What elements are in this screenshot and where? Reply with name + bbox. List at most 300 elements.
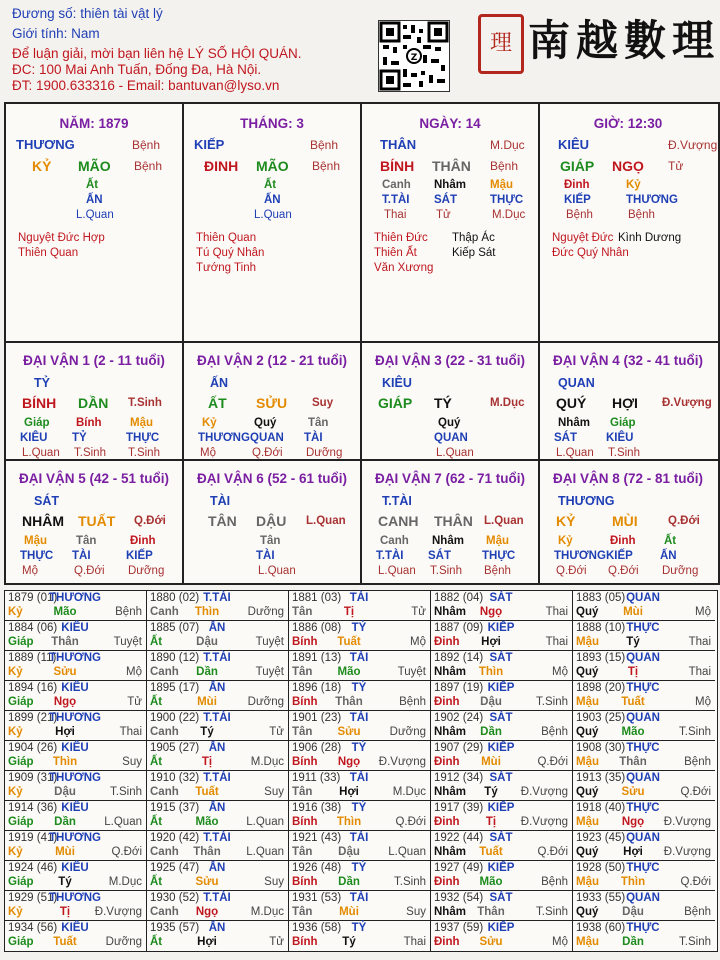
year-cell[interactable] (147, 741, 289, 771)
dai-van-chi: TÝ (434, 395, 452, 411)
year-cell[interactable] (431, 711, 573, 741)
year-cell[interactable] (289, 591, 431, 621)
year-god: T.TÀI (203, 652, 231, 664)
year-can: Bính (292, 876, 318, 888)
year-label: 1936 (58) (292, 922, 342, 934)
hidden-state: L.Quan (556, 447, 594, 459)
year-chi: Mão (53, 606, 77, 618)
year-cell[interactable] (289, 771, 431, 801)
hidden-can: Giáp (610, 417, 636, 429)
year-state: Tuyệt (397, 666, 426, 678)
pillar-can: BÍNH (380, 158, 415, 174)
year-cell[interactable] (573, 651, 715, 681)
dai-van-god: ẤN (210, 376, 229, 390)
year-cell[interactable] (147, 801, 289, 831)
dai-van-state: Q.Đới (668, 515, 700, 527)
year-cell[interactable] (431, 921, 573, 951)
year-state: Mộ (552, 666, 568, 678)
year-chi: Mùi (339, 906, 359, 918)
year-can: Ất (150, 936, 163, 948)
year-god: ẤN (208, 922, 226, 934)
year-label: 1892 (14) (434, 652, 484, 664)
dai-van-state: L.Quan (306, 515, 346, 527)
year-cell[interactable] (431, 801, 573, 831)
star: Văn Xương (374, 262, 434, 274)
hidden-can: Mậu (490, 179, 513, 191)
year-chi: Mùi (623, 606, 643, 618)
year-chi: Ngọ (479, 606, 503, 618)
year-cell[interactable] (147, 711, 289, 741)
year-chi: Mão (195, 816, 219, 828)
dai-van-chi: DẦN (78, 395, 109, 411)
hidden-state: L.Quan (254, 209, 292, 221)
year-cell[interactable] (147, 621, 289, 651)
year-can: Đinh (434, 936, 460, 948)
year-state: Đ.Vượng (94, 906, 142, 918)
hidden-can: Nhâm (434, 179, 466, 191)
year-cell[interactable] (5, 861, 147, 891)
year-state: Đ.Vượng (663, 816, 711, 828)
dai-van-title: ĐẠI VẬN 1 (2 - 11 tuổi) (23, 353, 165, 368)
year-cell[interactable] (289, 651, 431, 681)
year-can: Nhâm (434, 846, 466, 858)
red-seal-icon: 理 (478, 14, 524, 74)
year-cell[interactable] (431, 741, 573, 771)
year-state: Thai (688, 636, 711, 648)
year-cell[interactable] (289, 831, 431, 861)
hidden-state: L.Quan (378, 565, 416, 577)
year-label: 1930 (52) (150, 892, 200, 904)
year-god: THỰC (626, 862, 660, 874)
year-state: Tử (411, 606, 426, 618)
pillar-4 (540, 104, 716, 341)
pillar-chi: THÂN (432, 158, 471, 174)
year-cell[interactable] (431, 861, 573, 891)
year-label: 1886 (08) (292, 622, 342, 634)
year-god: SÁT (489, 772, 513, 784)
year-cell[interactable] (573, 921, 715, 951)
year-can: Quý (576, 666, 599, 678)
year-label: 1926 (48) (292, 862, 342, 874)
phone-email[interactable]: ĐT: 1900.633316 - Email: bantuvan@lyso.vn (12, 78, 280, 93)
year-god: QUAN (626, 892, 660, 904)
year-label: 1894 (16) (8, 682, 58, 694)
year-chi: Thân (619, 756, 647, 768)
pillar-chi-state: Bệnh (134, 159, 163, 173)
hidden-god: KIẾP (564, 194, 591, 206)
dai-van-state: Suy (312, 397, 334, 409)
year-label: 1920 (42) (150, 832, 200, 844)
address: ĐC: 100 Mai Anh Tuấn, Đống Đa, Hà Nội. (12, 62, 262, 77)
year-cell[interactable] (573, 591, 715, 621)
year-cell[interactable] (5, 711, 147, 741)
year-cell[interactable] (431, 681, 573, 711)
year-can: Quý (576, 726, 599, 738)
hidden-state: Q.Đới (74, 565, 105, 577)
year-label: 1901 (23) (292, 712, 342, 724)
year-state: Đ.Vượng (378, 756, 426, 768)
year-cell[interactable] (289, 861, 431, 891)
star: Thiên Ất (374, 247, 417, 259)
year-cell[interactable] (431, 591, 573, 621)
year-chi: Dậu (54, 786, 76, 798)
star: Kiếp Sát (452, 247, 496, 259)
year-label: 1897 (19) (434, 682, 484, 694)
year-label: 1922 (44) (434, 832, 484, 844)
year-cell[interactable] (431, 891, 573, 921)
year-state: T.Sinh (110, 786, 142, 798)
year-cell[interactable] (5, 921, 147, 951)
hidden-god: TÀI (72, 550, 91, 562)
year-cell[interactable] (289, 921, 431, 951)
year-can: Ất (150, 696, 163, 708)
year-label: 1915 (37) (150, 802, 200, 814)
year-chi: Dậu (622, 906, 644, 918)
year-can: Ất (150, 876, 163, 888)
pillar-1 (6, 104, 182, 341)
year-can: Canh (150, 726, 179, 738)
year-cell[interactable] (289, 891, 431, 921)
year-chi: Tý (58, 876, 72, 888)
year-label: 1928 (50) (576, 862, 626, 874)
year-chi: Dậu (338, 846, 360, 858)
year-label: 1924 (46) (8, 862, 58, 874)
year-chi: Sửu (479, 936, 503, 948)
year-label: 1937 (59) (434, 922, 484, 934)
pillar-title: GIỜ: 12:30 (593, 116, 663, 131)
gender-line (12, 26, 100, 41)
pillar-god-state: Đ.Vượng (668, 138, 718, 152)
hidden-can: Canh (380, 535, 409, 547)
year-chi: Tý (484, 786, 498, 798)
pillar-chi-state: Bệnh (312, 159, 341, 173)
year-cell[interactable] (431, 621, 573, 651)
year-can: Tân (292, 606, 313, 618)
year-can: Kỷ (8, 666, 23, 678)
year-state: Dưỡng (247, 696, 284, 708)
year-cell[interactable] (573, 861, 715, 891)
year-god: SÁT (489, 832, 513, 844)
year-label: 1909 (31) (8, 772, 58, 784)
year-can: Bính (292, 636, 318, 648)
year-can: Giáp (8, 696, 34, 708)
hidden-god: SÁT (428, 550, 451, 562)
dai-van-god: THƯƠNG (558, 494, 615, 508)
year-state: Bệnh (541, 726, 568, 738)
year-cell[interactable] (431, 831, 573, 861)
four-pillars-grid (4, 102, 720, 585)
year-can: Quý (576, 906, 599, 918)
dai-van-chi: THÂN (434, 513, 473, 529)
year-state: Đ.Vượng (520, 786, 568, 798)
year-god: TÀI (349, 592, 369, 604)
year-chi: Mùi (481, 756, 501, 768)
year-chi: Mão (621, 726, 645, 738)
year-label: 1908 (30) (576, 742, 626, 754)
star: Tú Quý Nhân (196, 247, 265, 259)
year-cell[interactable] (147, 651, 289, 681)
year-can: Quý (576, 606, 599, 618)
year-god: KIÊU (61, 682, 89, 694)
year-can: Đinh (434, 756, 460, 768)
year-state: Tuyệt (255, 666, 284, 678)
year-cell[interactable] (147, 861, 289, 891)
year-label: 1912 (34) (434, 772, 484, 784)
year-label: 1907 (29) (434, 742, 484, 754)
dai-van-title: ĐẠI VẬN 7 (62 - 71 tuổi) (374, 471, 526, 486)
year-chi: Hợi (623, 846, 643, 858)
hidden-can: Mậu (24, 535, 47, 547)
year-label: 1904 (26) (8, 742, 58, 754)
year-can: Mậu (576, 636, 599, 648)
year-can: Quý (576, 846, 599, 858)
year-god: T.TÀI (203, 772, 231, 784)
year-state: Tử (269, 726, 284, 738)
year-can: Tân (292, 906, 313, 918)
hidden-god: T.TÀI (382, 194, 410, 206)
hidden-state: Thai (384, 209, 407, 221)
hidden-state: T.Sinh (608, 447, 640, 459)
hidden-god: SÁT (554, 432, 577, 444)
year-cell[interactable] (289, 801, 431, 831)
year-god: TỶ (351, 922, 367, 934)
year-god: TÀI (349, 832, 369, 844)
subject-label: Đương số: (12, 6, 77, 21)
year-chi: Tý (342, 936, 356, 948)
year-label: 1934 (56) (8, 922, 58, 934)
year-god: QUAN (626, 832, 660, 844)
dai-van-8 (540, 461, 716, 577)
year-cell[interactable] (147, 831, 289, 861)
hidden-state: Bệnh (628, 209, 655, 221)
year-god: TÀI (349, 892, 369, 904)
hidden-god: ẤN (86, 194, 103, 206)
year-chi: Sửu (621, 786, 645, 798)
year-cell[interactable] (573, 801, 715, 831)
year-label: 1933 (55) (576, 892, 626, 904)
hidden-state: L.Quan (258, 565, 296, 577)
year-can: Nhâm (434, 786, 466, 798)
year-cell[interactable] (5, 591, 147, 621)
year-chi: Thìn (620, 876, 646, 888)
year-cell[interactable] (5, 651, 147, 681)
star: Nguyệt Đức (552, 232, 614, 244)
year-god: THỰC (626, 922, 660, 934)
year-state: Đ.Vượng (663, 846, 711, 858)
hidden-can: Mậu (486, 535, 509, 547)
year-state: Mộ (695, 696, 711, 708)
year-can: Tân (292, 726, 313, 738)
year-chi: Dậu (196, 636, 218, 648)
year-cell[interactable] (5, 621, 147, 651)
year-chi: Hợi (55, 726, 75, 738)
year-god: QUAN (626, 772, 660, 784)
year-label: 1921 (43) (292, 832, 342, 844)
year-state: Suy (264, 876, 284, 888)
dai-van-god: QUAN (558, 376, 595, 390)
year-state: Q.Đới (537, 846, 568, 858)
year-label: 1913 (35) (576, 772, 626, 784)
dai-van-can: NHÂM (22, 513, 64, 529)
year-cell[interactable] (573, 891, 715, 921)
year-can: Mậu (576, 936, 599, 948)
year-cell[interactable] (5, 891, 147, 921)
year-cell[interactable] (573, 621, 715, 651)
logo: 南越數理 (528, 16, 720, 65)
year-cell[interactable] (147, 921, 289, 951)
year-chi: Thìn (194, 606, 220, 618)
year-god: THƯƠNG (49, 712, 101, 724)
year-state: Q.Đới (680, 876, 711, 888)
pillar-chi: MÃO (256, 158, 289, 174)
year-cell[interactable] (289, 621, 431, 651)
year-cell[interactable] (573, 831, 715, 861)
dai-van-title: ĐẠI VẬN 8 (72 - 81 tuổi) (552, 471, 704, 486)
year-can: Tân (292, 846, 313, 858)
hidden-god: KIÊU (606, 432, 634, 444)
year-cell[interactable] (147, 771, 289, 801)
year-chi: Tị (201, 756, 213, 768)
hidden-can: Ất (664, 535, 677, 547)
year-chi: Mùi (197, 696, 217, 708)
year-state: Suy (122, 756, 142, 768)
dai-van-5 (6, 461, 182, 577)
year-cell[interactable] (5, 741, 147, 771)
hidden-state: Bệnh (484, 565, 511, 577)
year-cell[interactable] (431, 771, 573, 801)
hidden-can: Quý (254, 417, 277, 429)
year-cell[interactable] (573, 771, 715, 801)
year-label: 1896 (18) (292, 682, 342, 694)
year-chi: Tuất (621, 696, 645, 708)
subject-line (12, 6, 163, 21)
year-cell[interactable] (147, 891, 289, 921)
year-chi: Ngọ (621, 816, 645, 828)
year-god: TỶ (351, 622, 367, 634)
hidden-god: THỰC (20, 550, 54, 562)
year-god: ẤN (208, 862, 226, 874)
pillar-god: KIÊU (558, 137, 590, 152)
year-state: Q.Đới (111, 846, 142, 858)
year-label: 1884 (06) (8, 622, 58, 634)
year-cell[interactable] (289, 711, 431, 741)
hidden-state: T.Sinh (430, 565, 462, 577)
dai-van-title: ĐẠI VẬN 2 (12 - 21 tuổi) (196, 353, 348, 368)
year-label: 1919 (41) (8, 832, 58, 844)
year-state: T.Sinh (394, 876, 426, 888)
year-god: SÁT (489, 712, 513, 724)
year-god: THƯƠNG (49, 652, 101, 664)
year-state: T.Sinh (679, 936, 711, 948)
qr-code-icon[interactable] (378, 20, 450, 92)
star: Thập Ác (452, 232, 495, 244)
year-cell[interactable] (5, 681, 147, 711)
year-god: KIẾP (487, 682, 515, 694)
year-label: 1925 (47) (150, 862, 200, 874)
year-can: Mậu (576, 696, 599, 708)
dai-van-can: KỶ (556, 513, 576, 529)
year-state: Dưỡng (105, 936, 142, 948)
year-label: 1893 (15) (576, 652, 626, 664)
pillar-can: KỶ (32, 158, 52, 174)
year-cell[interactable] (431, 651, 573, 681)
year-label: 1891 (13) (292, 652, 342, 664)
year-god: TỶ (351, 802, 367, 814)
year-label: 1895 (17) (150, 682, 200, 694)
year-cell[interactable] (5, 771, 147, 801)
year-god: THƯƠNG (49, 832, 101, 844)
dai-van-can: ẤT (208, 395, 227, 411)
year-label: 1887 (09) (434, 622, 484, 634)
year-chi: Tuất (53, 936, 77, 948)
hidden-god: SÁT (434, 194, 457, 206)
year-cell[interactable] (147, 591, 289, 621)
star: Nguyệt Đức Hợp (18, 232, 105, 244)
year-cell[interactable] (573, 741, 715, 771)
year-state: Tuyệt (255, 636, 284, 648)
year-can: Bính (292, 756, 318, 768)
year-god: SÁT (489, 892, 513, 904)
hidden-state: Dưỡng (306, 447, 343, 459)
year-can: Nhâm (434, 666, 466, 678)
year-god: KIẾP (487, 862, 515, 874)
year-god: SÁT (489, 592, 513, 604)
hidden-god: KIẾP (606, 550, 633, 562)
pillar-god: THÂN (380, 137, 417, 152)
year-cell[interactable] (289, 741, 431, 771)
year-god: KIÊU (61, 922, 89, 934)
year-state: Bệnh (399, 696, 426, 708)
hidden-can: Đinh (564, 179, 590, 191)
year-god: THỰC (626, 682, 660, 694)
year-god: KIẾP (487, 922, 515, 934)
hidden-can: Kỷ (626, 179, 641, 191)
year-god: QUAN (626, 712, 660, 724)
year-god: KIÊU (61, 862, 89, 874)
year-label: 1902 (24) (434, 712, 484, 724)
year-cell[interactable] (147, 681, 289, 711)
hidden-can: Tân (260, 535, 281, 547)
year-can: Đinh (434, 876, 460, 888)
contact-intro: Để luận giải, mời bạn liên hệ LÝ SỐ HỘI QUÁN. (12, 46, 302, 61)
year-chi: Tị (485, 816, 497, 828)
star: Thiên Quan (18, 247, 79, 259)
year-state: Thai (545, 636, 568, 648)
year-cell[interactable] (573, 681, 715, 711)
year-god: TỶ (351, 742, 367, 754)
year-chi: Dần (480, 726, 502, 738)
year-god: KIÊU (61, 622, 89, 634)
year-cell[interactable] (5, 831, 147, 861)
year-label: 1889 (11) (8, 652, 57, 664)
year-chi: Mão (337, 666, 361, 678)
year-god: KIÊU (61, 802, 89, 814)
year-cell[interactable] (573, 711, 715, 741)
dai-van-state: M.Dục (490, 397, 525, 409)
pillar-chi-state: Tử (668, 159, 684, 173)
year-chi: Thìn (478, 666, 504, 678)
dai-van-chi: HỢI (612, 395, 638, 411)
hidden-can: Nhâm (558, 417, 590, 429)
year-god: T.TÀI (203, 832, 231, 844)
dai-van-chi: SỬU (256, 395, 288, 411)
dai-van-god: SÁT (34, 494, 59, 508)
year-cell[interactable] (289, 681, 431, 711)
year-state: M.Dục (250, 756, 284, 768)
dai-van-god: KIÊU (382, 376, 412, 390)
year-state: Bệnh (115, 606, 142, 618)
year-cell[interactable] (5, 801, 147, 831)
